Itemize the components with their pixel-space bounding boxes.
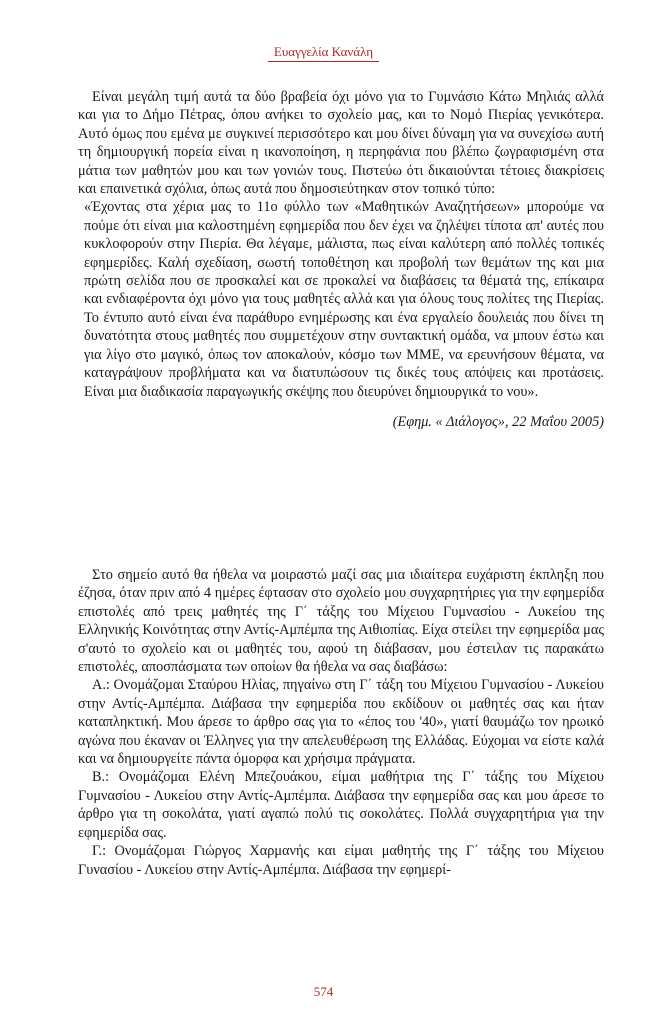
- quote-source: (Εφημ. « Διάλογος», 22 Μαΐου 2005): [392, 413, 604, 430]
- letter-a: Α.: Ονομάζομαι Σταύρου Ηλίας, πηγαίνω στη Γ΄ τάξη του Μίχειου Γυμνασίου - Λυκείου στην Αντίς-Αμπέμπα. Διάβασα την εφημερίδα που εκδίδουν οι μαθητές σας και ήταν καταπληκτική. Μου άρεσε το άρθρο σας για το «έπος του '40», γιατί θαυμάζω τον ηρωικό αγώνα που έκαναν οι Έλληνες για την απελευθέρωση της Ελλάδας. Εύχομαι να είστε καλά και να δημιουργείτε πάντα όμορφα και χρήσιμα πράγματα.: [78, 677, 604, 768]
- letter-b: Β.: Ονομάζομαι Ελένη Μπεζουάκου, είμαι μαθήτρια της Γ΄ τάξης του Μίχειου Γυμνασίου - Λυκείου στην Αντίς-Αμπέμπα. Διάβασα την εφημερίδα σας και μου άρεσε το άρθρο για τη σοκολάτα, γιατί αγαπώ πολύ τις σοκολάτες. Πολλά συγχαρητήρια για την εφημερίδα σας.: [78, 769, 604, 841]
- page-number: 574: [313, 984, 334, 999]
- newspaper-quote: «Έχοντας στα χέρια μας το 11ο φύλλο των «Μαθητικών Αναζητήσεων» μπορούμε να πούμε ότι είναι μια καλοστημένη εφημερίδα που δεν έχει να ζηλέψει τίποτα απ' αυτές που κυκλοφορούν στην Πιερία. Θα λέγαμε, μάλιστα, πως είναι καλύτερη από πολλές τοπικές εφημερίδες. Καλή σχεδίαση, σωστή τοποθέτηση και προβολή των θεμάτων της και μια πρώτη σελίδα που σε προσκαλεί και σε προκαλεί να διαβάσεις τα θέματά της, επίκαιρα και ενδιαφέροντα όχι μόνο για τους μαθητές αλλά και για όλους τους πολίτες της Πιερίας. Το έντυπο αυτό είναι ένα παράθυρο ενημέρωσης και ένα εργαλείο δουλειάς που δίνει τη δυνατότητα στους μαθητές που συμμετέχουν στην συντακτική ομάδα, να μπουν έστω και για λίγο στο μαγικό, όπως τον αποκαλούν, κόσμο των ΜΜΕ, να ερευνήσουν θέματα, να καταγράψουν προβλήματα και να διατυπώσουν τις δικές τους απόψεις και προτάσεις. Είναι μια διαδικασία παραγωγικής σκέψης που διευρύνει δημιουργικά το νου».: [84, 199, 604, 400]
- page-body: [78, 88, 604, 431]
- paragraph-intro: Είναι μεγάλη τιμή αυτά τα δύο βραβεία όχι μόνο για το Γυμνάσιο Κάτω Μηλιάς αλλά και για το Δήμο Πέτρας, όπου ανήκει το σχολείο μας, και το Νομό Πιερίας γενικότερα. Αυτό όμως που εμένα με συγκινεί περισσότερο και μου δίνει δύναμη για να συνεχίσω αυτή τη δημιουργική πορεία είναι η ικανοποίηση, η περηφάνια που βλέπω ζωγραφισμένη στα μάτια των μαθητών μου και των γονιών τους. Πιστεύω ότι δικαιούνται τέτοιες διακρίσεις και επαινετικά σχόλια, όπως αυτά που δημοσιεύτηκαν στον τοπικό τύπο:: [78, 89, 604, 198]
- author-name: Ευαγγελία Κανάλη: [268, 44, 379, 62]
- running-header: [0, 44, 647, 62]
- letter-c: Γ.: Ονομάζομαι Γιώργος Χαρμανής και είμαι μαθητής της Γ΄ τάξης του Μίχειου Γυνασίου - Λυκείου στην Αντίς-Αμπέμπα. Διάβασα την εφημερί-: [78, 843, 604, 878]
- paragraph-letters-intro: Στο σημείο αυτό θα ήθελα να μοιραστώ μαζί σας μια ιδιαίτερα ευχάριστη έκπληξη που έζησα, όταν πριν από 4 ημέρες έφτασαν στο σχολείο μου συγχαρητήριες για την εφημερίδα επιστολές από τρεις μαθητές της Γ΄ τάξης του Μίχειου Γυμνασίου - Λυκείου της Ελληνικής Κοινότητας στην Αντίς-Αμπέμπα της Αιθιοπίας. Είχα στείλει την εφημερίδα μας σ'αυτό το σχολείο και οι μαθητές του, αφού τη διάβασαν, μου έστειλαν τις παρακάτω επιστολές, αποσπάσματα των οποίων θα ήθελα να σας διαβάσω:: [78, 567, 604, 676]
- page-body-letters: [78, 566, 604, 879]
